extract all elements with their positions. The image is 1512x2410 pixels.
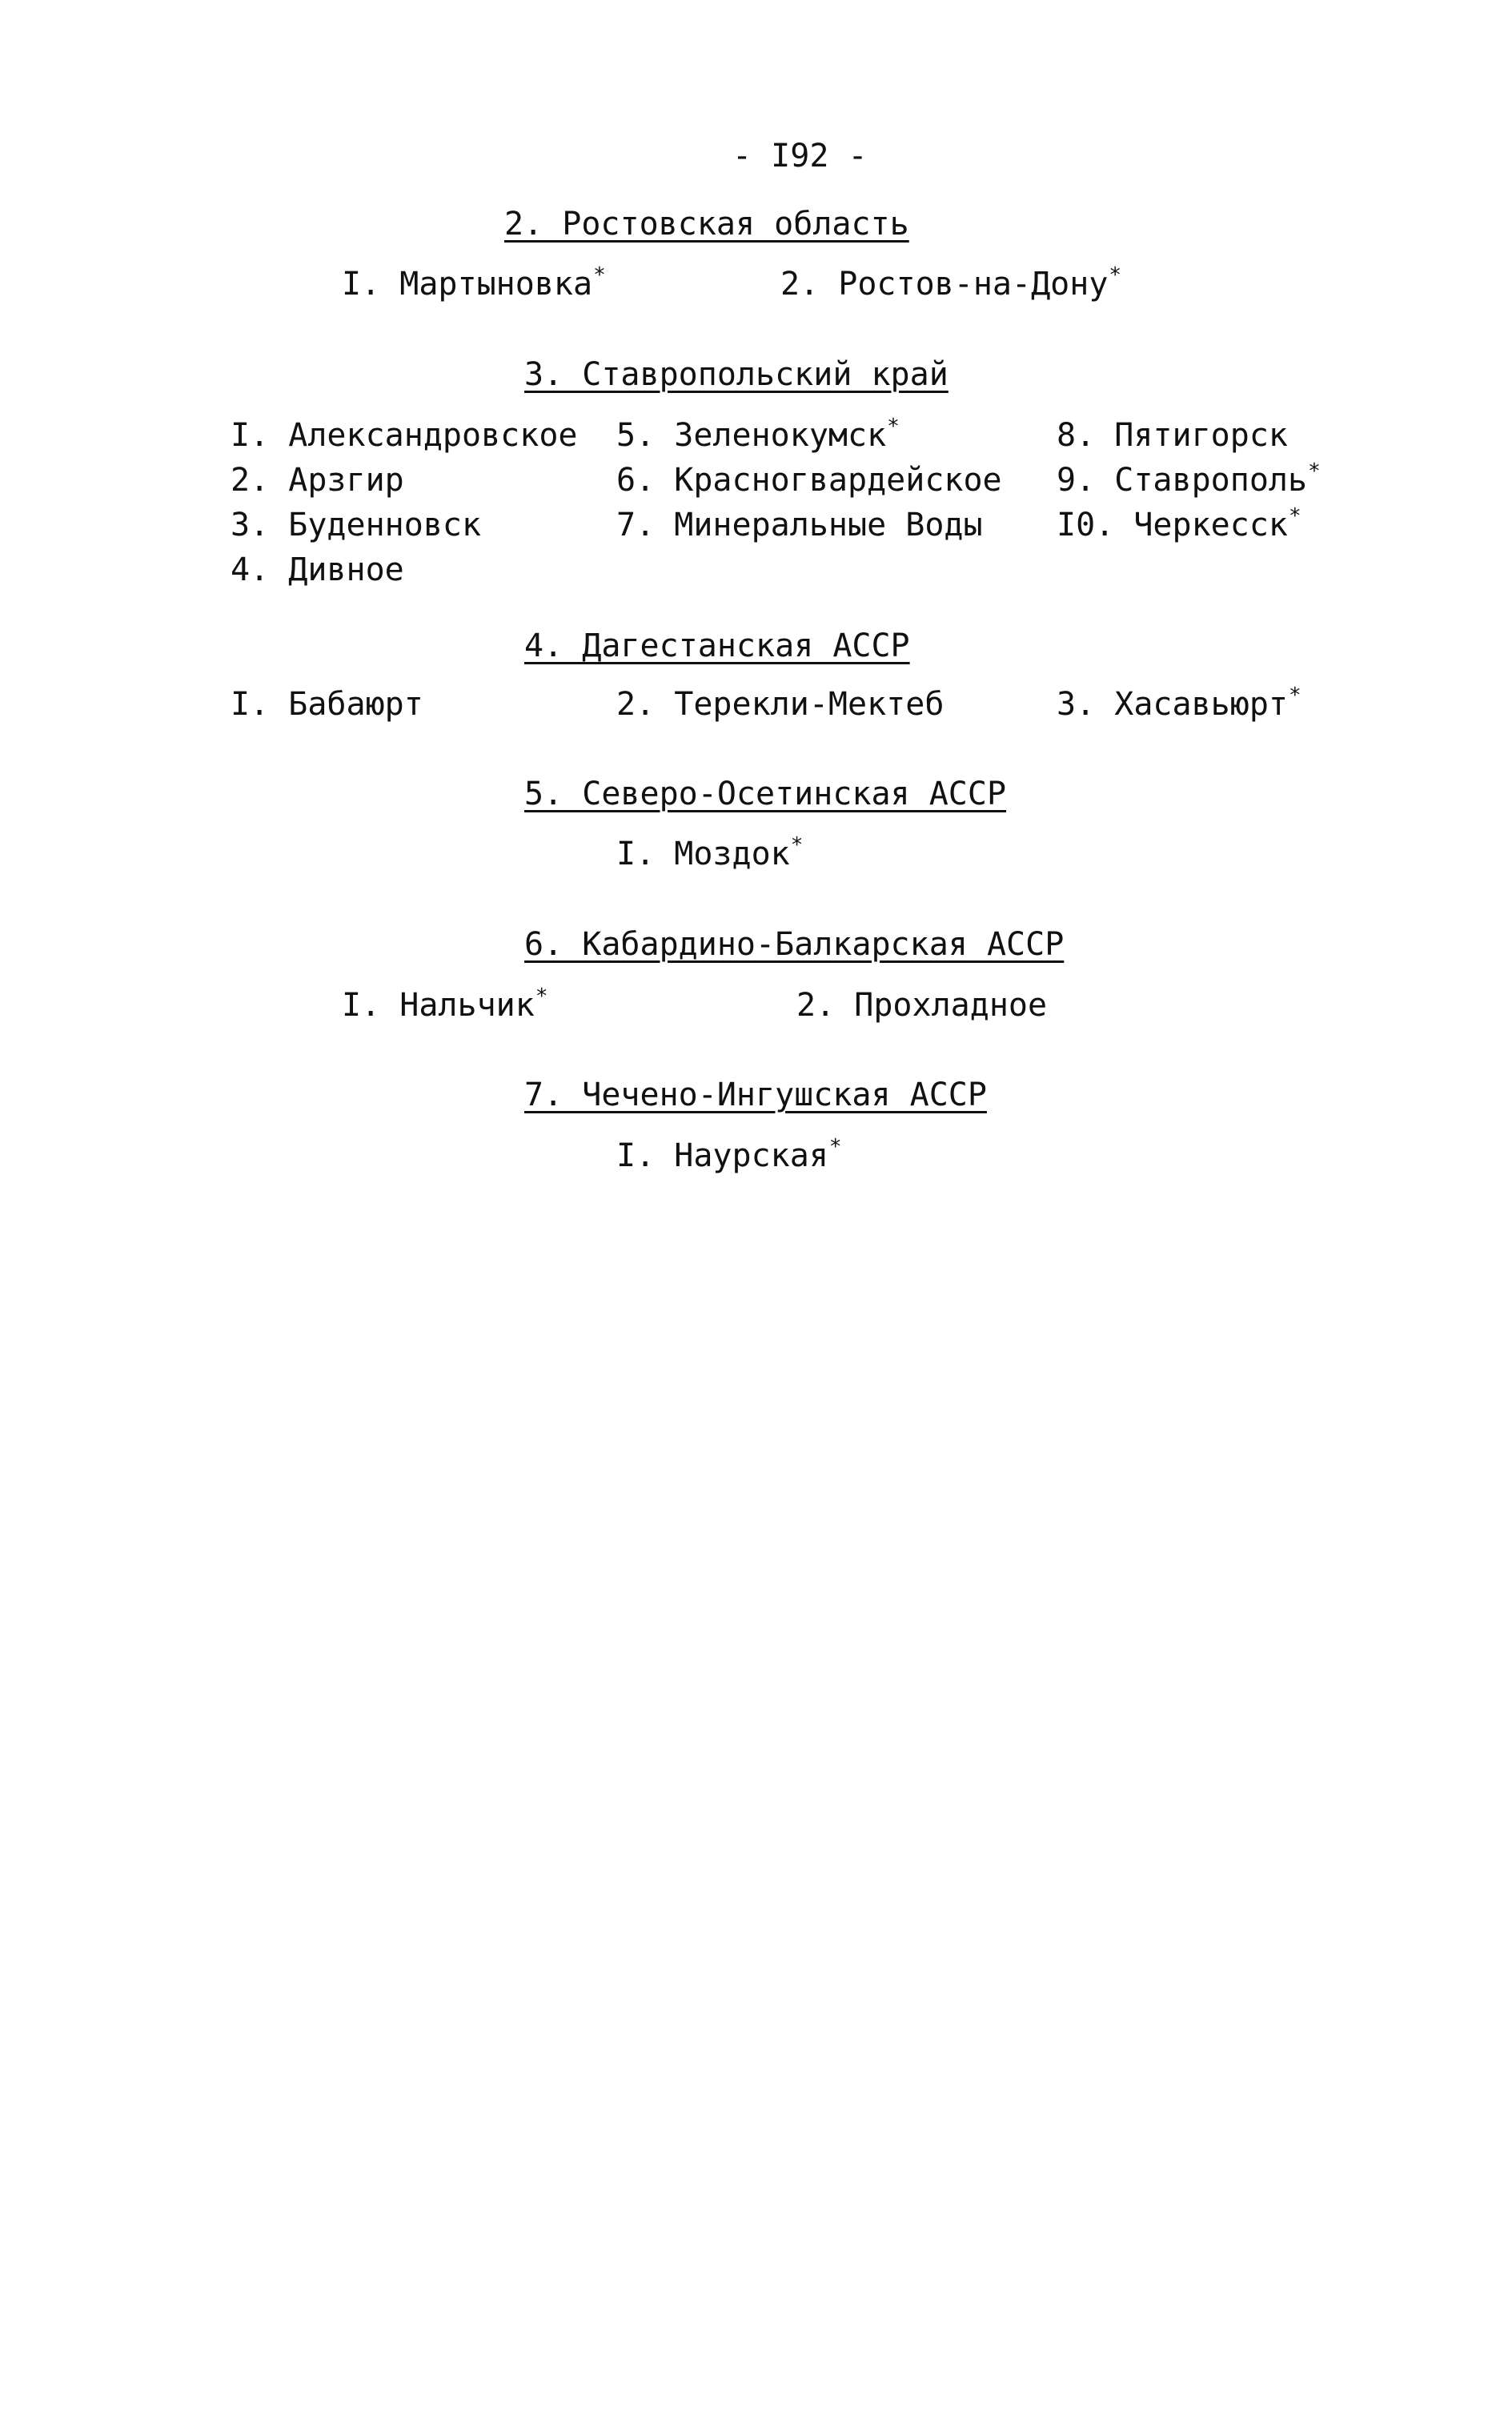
list-item: 3. Хасавьюрт* [1057,684,1301,723]
list-item: I. Нальчик* [342,984,548,1024]
list-item: 8. Пятигорск [1057,417,1288,454]
list-item: 6. Красногвардейское [616,462,1002,499]
section-title-stavropol: 3. Ставропольский край [524,356,949,393]
section-title-kabardino: 6. Кабардино-Балкарская АССР [524,926,1065,963]
asterisk-mark: * [1109,263,1122,287]
section-title-chechen: 7. Чечено-Ингушская АССР [524,1077,987,1113]
list-item: I0. Черкесск* [1057,504,1301,543]
list-item: 2. Прохладное [796,987,1048,1024]
list-item: I. Александровское [231,417,578,454]
list-item: 5. Зеленокумск* [616,415,900,454]
list-item: 2. Арзгир [231,462,404,499]
asterisk-mark: * [1288,504,1301,528]
list-item: 2. Терекли-Мектеб [616,686,944,723]
section-title-rostov: 2. Ростовская область [504,206,909,243]
list-item: 2. Ростов-на-Дону* [780,263,1122,303]
asterisk-mark: * [790,833,804,857]
section-title-north-ossetia: 5. Северо-Осетинская АССР [524,776,1007,812]
list-item: I. Мартыновка* [342,263,606,303]
list-item: 7. Минеральные Воды [616,507,983,543]
list-item: 9. Ставрополь* [1057,459,1321,499]
list-item: I. Наурская* [616,1135,842,1174]
section-title-dagestan: 4. Дагестанская АССР [524,628,910,664]
list-item: 4. Дивное [231,551,404,588]
asterisk-mark: * [535,984,548,1009]
asterisk-mark: * [887,415,900,439]
list-item: 3. Буденновск [231,507,482,543]
asterisk-mark: * [1288,684,1301,708]
asterisk-mark: * [1308,459,1321,483]
list-item: I. Бабаюрт [231,686,423,723]
asterisk-mark: * [828,1135,842,1159]
asterisk-mark: * [593,263,606,287]
list-item: I. Моздок* [616,833,804,872]
page-number: - I92 - [732,138,868,174]
